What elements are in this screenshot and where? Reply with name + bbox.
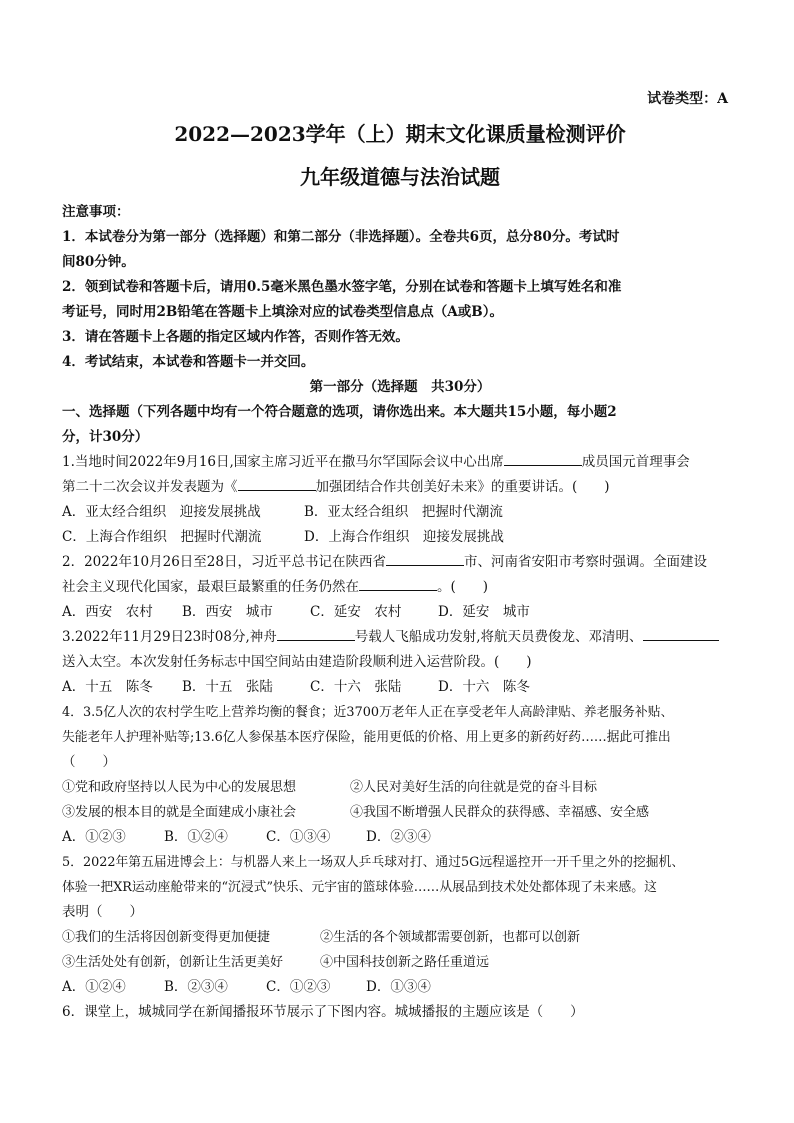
q3-blank1 [277, 626, 355, 641]
q1-option-b: B．亚太经合组织 把握时代潮流 [304, 504, 503, 520]
q2-text-a: 2．2022年10月26日至28日，习近平总书记在陕西省 [62, 554, 386, 570]
exam-title: 2022—2023学年（上）期末文化课质量检测评价 [174, 122, 626, 146]
notice-1a: 1．本试卷分为第一部分（选择题）和第二部分（非选择题）。全卷共6页，总分80分。考试时 [62, 229, 620, 245]
q2-option-a: A．西安 农村 [62, 604, 153, 620]
q1-option-a: A．亚太经合组织 迎接发展挑战 [62, 504, 261, 520]
paper-type: 试卷类型：A [647, 91, 728, 107]
q1-text-b: 成员国元首理事会 [581, 454, 690, 470]
q4-option-a: A．①②③ [62, 829, 126, 845]
q3-options [62, 675, 738, 700]
q2-text-c: 社会主义现代化国家，最艰巨最繁重的任务仍然在 [62, 579, 359, 595]
q5-line2: 体验一把XR运动座舱带来的“沉浸式”快乐、元宇宙的篮球体验……从展品到技术处处都体现了未来感。这 [62, 880, 657, 895]
notice-heading: 注意事项： [62, 204, 130, 220]
q3-line2: 送入太空。本次发射任务标志中国空间站由建造阶段顺利进入运营阶段。( ) [62, 654, 532, 670]
q5-options [62, 975, 738, 1000]
notice-2a: 2．领到试卷和答题卡后，请用0.5毫米黑色墨水签字笔，分别在试卷和答题卡上填写姓名和准 [62, 279, 622, 295]
q1-options-row2 [62, 525, 738, 550]
q4-options [62, 825, 738, 850]
q1-blank1 [504, 451, 582, 466]
q2-line2 [62, 575, 738, 600]
q4-statement-3: ③发展的根本目的就是全面建成小康社会 [62, 805, 297, 820]
q5-option-a: A．①②④ [62, 979, 126, 995]
q5-option-d: D．①③④ [366, 979, 431, 995]
q1-text-a: 1.当地时间2022年9月16日,国家主席习近平在撒马尔罕国际会议中心出席 [62, 454, 504, 470]
q4-line3: （ ） [62, 754, 116, 770]
exam-page [62, 88, 738, 1025]
q2-option-d: D．延安 城市 [438, 604, 530, 620]
q2-option-b: B．西安 城市 [182, 604, 273, 620]
q2-options [62, 600, 738, 625]
q4-line2: 失能老年人护理补贴等;13.6亿人参保基本医疗保险，能用更低的价格、用上更多的新药好药……据此可推出 [62, 730, 671, 745]
notice-4: 4．考试结束，本试卷和答题卡一并交回。 [62, 354, 315, 370]
q5-statements-row2 [62, 950, 738, 975]
q5-statement-1: ①我们的生活将因创新变得更加便捷 [62, 930, 271, 945]
q2-line1 [62, 550, 738, 575]
q1-line2 [62, 475, 738, 500]
q4-statements-row1 [62, 775, 738, 800]
part1-title: 第一部分（选择题 共30分） [309, 379, 491, 395]
q5-option-c: C．①②③ [266, 979, 331, 995]
q4-option-b: B．①②④ [164, 829, 228, 845]
notice-1b: 间80分钟。 [62, 254, 135, 270]
q1-text-d: 加强团结合作共创美好未来》的重要讲话。( ) [315, 479, 610, 495]
q2-text-d: 。( ) [437, 579, 489, 595]
q5-statement-4: ④中国科技创新之路任重道远 [320, 955, 490, 970]
q2-blank1 [386, 551, 464, 566]
exam-subtitle: 九年级道德与法治试题 [300, 165, 500, 189]
q1-line1 [62, 450, 738, 475]
section1-line2: 分，计30分） [62, 429, 149, 445]
q2-text-b: 市、河南省安阳市考察时强调。全面建设 [463, 554, 707, 570]
q3-option-c: C．十六 张陆 [310, 679, 402, 695]
q4-statement-4: ④我国不断增强人民群众的获得感、幸福感、安全感 [350, 805, 650, 820]
notice-2b: 考证号，同时用2B铅笔在答题卡上填涂对应的试卷类型信息点（A或B）。 [62, 304, 503, 320]
q5-statements-row1 [62, 925, 738, 950]
q2-option-c: C．延安 农村 [310, 604, 402, 620]
q3-blank2 [643, 626, 719, 641]
q5-statement-2: ②生活的各个领域都需要创新，也都可以创新 [320, 930, 581, 945]
q4-statements-row2 [62, 800, 738, 825]
q4-statement-2: ②人民对美好生活的向往就是党的奋斗目标 [350, 780, 598, 795]
q1-text-c: 第二十二次会议并发表题为《 [62, 479, 238, 495]
q5-option-b: B．②③④ [164, 979, 228, 995]
q5-line3: 表明（ ） [62, 904, 143, 920]
section1-line1: 一、选择题（下列各题中均有一个符合题意的选项，请你选出来。本大题共15小题，每小题2 [62, 404, 617, 420]
q4-statement-1: ①党和政府坚持以人民为中心的发展思想 [62, 780, 297, 795]
q3-option-b: B．十五 张陆 [182, 679, 273, 695]
q6-line: 6．课堂上，城城同学在新闻播报环节展示了下图内容。城城播报的主题应该是（ ） [62, 1004, 584, 1020]
q2-blank2 [359, 576, 437, 591]
q4-line1: 4．3.5亿人次的农村学生吃上营养均衡的餐食；近3700万老年人正在享受老年人高龄津贴、养老服务补贴、 [62, 705, 674, 720]
notice-3: 3．请在答题卡上各题的指定区域内作答，否则作答无效。 [62, 329, 409, 345]
q3-text-a: 3.2022年11月29日23时08分,神舟 [62, 629, 277, 645]
q5-line1: 5．2022年第五届进博会上：与机器人来上一场双人乒乓球对打、通过5G远程遥控开一开千里之外的挖掘机、 [62, 855, 685, 870]
q1-blank2 [238, 476, 316, 491]
q3-line1 [62, 625, 738, 650]
q4-option-c: C．①③④ [266, 829, 331, 845]
q4-option-d: D．②③④ [366, 829, 431, 845]
q3-option-d: D．十六 陈冬 [438, 679, 530, 695]
q3-text-b: 号载人飞船成功发射,将航天员费俊龙、邓清明、 [354, 629, 643, 645]
q1-option-c: C．上海合作组织 把握时代潮流 [62, 529, 262, 545]
q3-option-a: A．十五 陈冬 [62, 679, 153, 695]
q5-statement-3: ③生活处处有创新，创新让生活更美好 [62, 955, 284, 970]
q1-option-d: D．上海合作组织 迎接发展挑战 [304, 529, 504, 545]
q1-options-row1 [62, 500, 738, 525]
